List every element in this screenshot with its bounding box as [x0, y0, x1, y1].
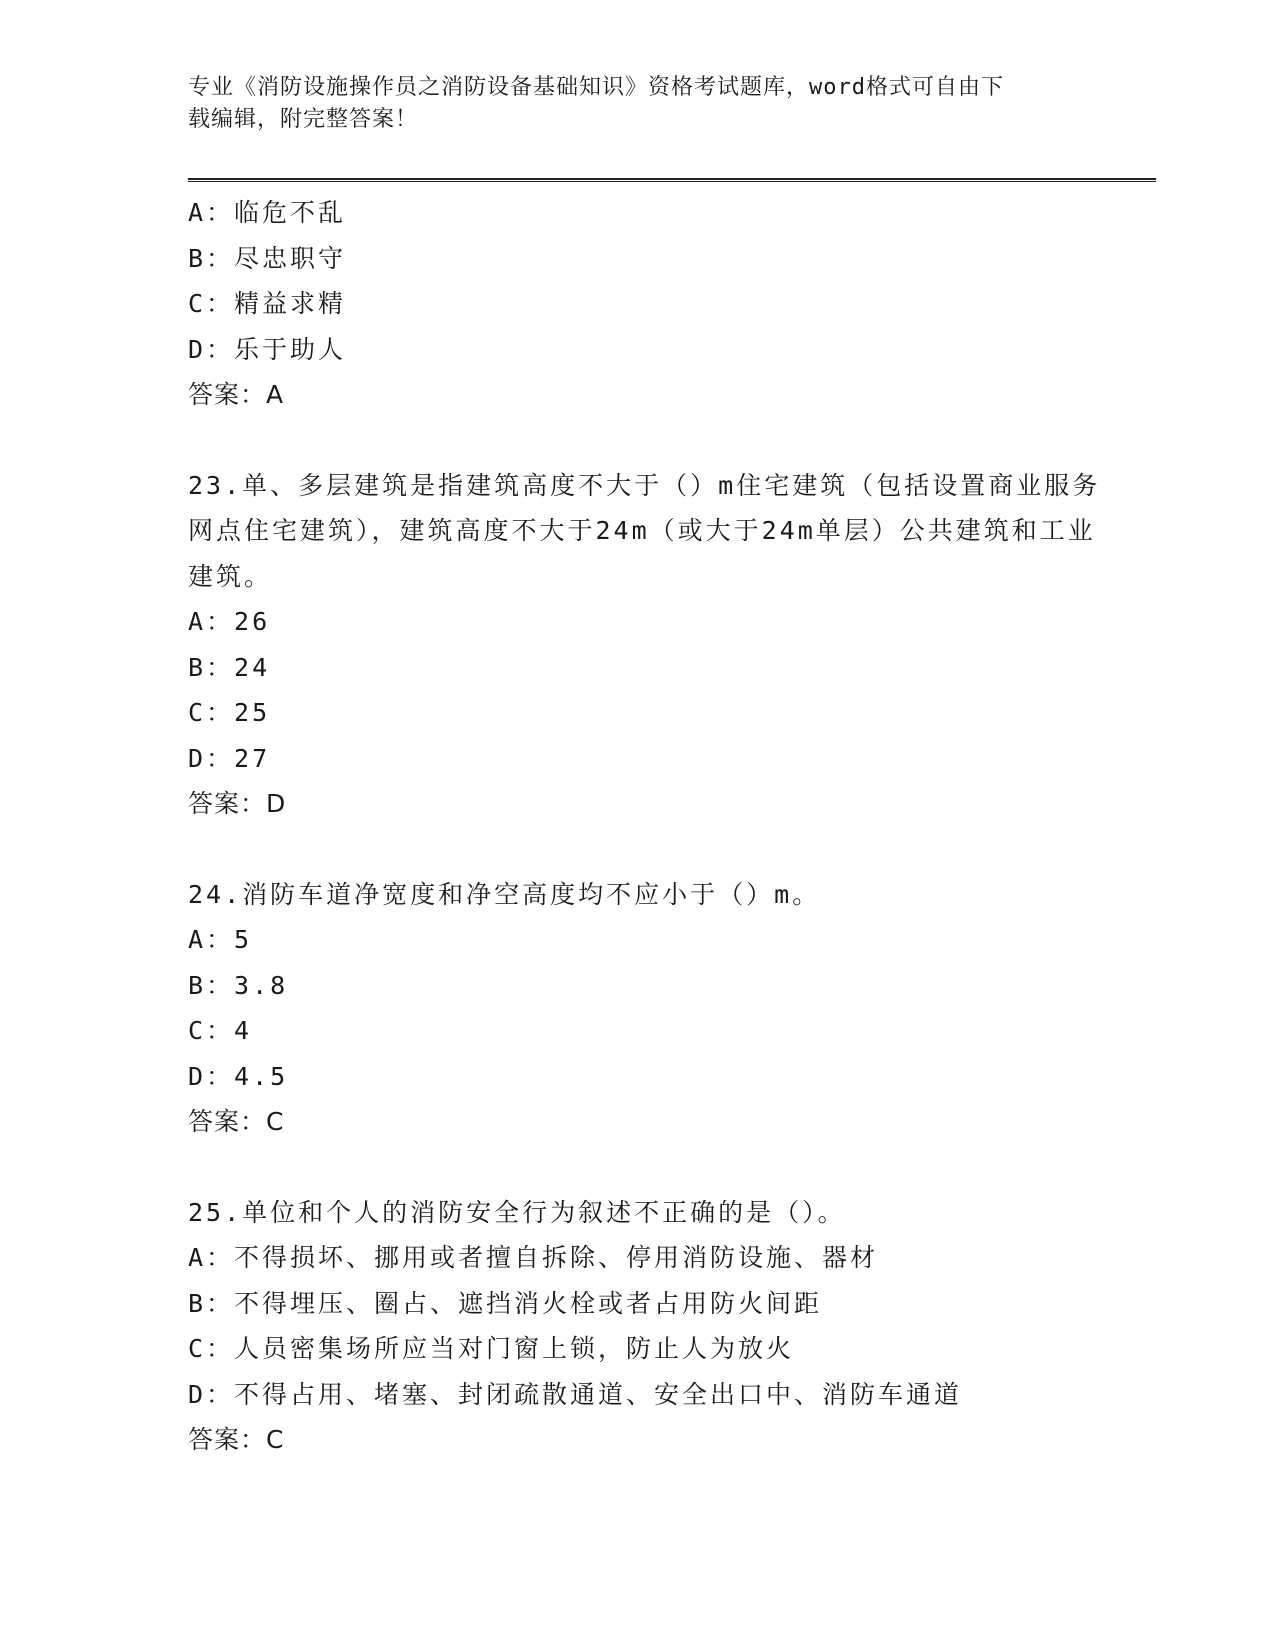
- block-spacer: [188, 827, 1108, 872]
- option-c: C：4: [188, 1016, 253, 1045]
- option-b: B：24: [188, 652, 271, 682]
- answer-line: 答案：A: [188, 380, 285, 409]
- question-text: 25.单位和个人的消防安全行为叙述不正确的是（）。: [188, 1197, 846, 1227]
- option-c: C：25: [188, 698, 271, 727]
- question-block-23: [188, 463, 1108, 827]
- question-list: [188, 190, 1108, 1463]
- option-a: A：26: [188, 607, 271, 636]
- block-spacer: [188, 418, 1108, 463]
- document-header: [188, 72, 1088, 136]
- question-block-22: [188, 190, 1108, 418]
- option-d: D：乐于助人: [188, 334, 347, 364]
- question-block-24: [188, 872, 1108, 1145]
- option-b: B：尽忠职守: [188, 243, 347, 273]
- option-d: D：不得占用、堵塞、封闭疏散通道、安全出口中、消防车通道: [188, 1379, 963, 1409]
- option-b: B：不得埋压、圈占、遮挡消火栓或者占用防火间距: [188, 1288, 823, 1318]
- option-c: C：人员密集场所应当对门窗上锁，防止人为放火: [188, 1334, 795, 1363]
- answer-line: 答案：C: [188, 1107, 285, 1136]
- option-a: A：5: [188, 925, 253, 954]
- option-d: D：27: [188, 743, 271, 773]
- question-block-25: [188, 1190, 1108, 1463]
- option-d: D：4.5: [188, 1061, 289, 1091]
- question-text: 23.单、多层建筑是指建筑高度不大于（）m住宅建筑（包括设置商业服务网点住宅建筑），建筑高度不大于24m（或大于24m单层）公共建筑和工业建筑。: [188, 470, 1101, 591]
- option-c: C：精益求精: [188, 289, 347, 318]
- option-b: B：3.8: [188, 970, 289, 1000]
- option-a: A：临危不乱: [188, 198, 347, 227]
- answer-line: 答案：D: [188, 789, 287, 818]
- header-line-1: 专业《消防设施操作员之消防设备基础知识》资格考试题库，word格式可自由下: [188, 75, 1004, 100]
- question-text: 24.消防车道净宽度和净空高度均不应小于（）m。: [188, 879, 821, 909]
- answer-line: 答案：C: [188, 1425, 285, 1454]
- block-spacer: [188, 1145, 1108, 1190]
- header-divider: [188, 178, 1156, 182]
- header-line-2: 载编辑，附完整答案！: [188, 107, 419, 132]
- option-a: A：不得损坏、挪用或者擅自拆除、停用消防设施、器材: [188, 1243, 879, 1272]
